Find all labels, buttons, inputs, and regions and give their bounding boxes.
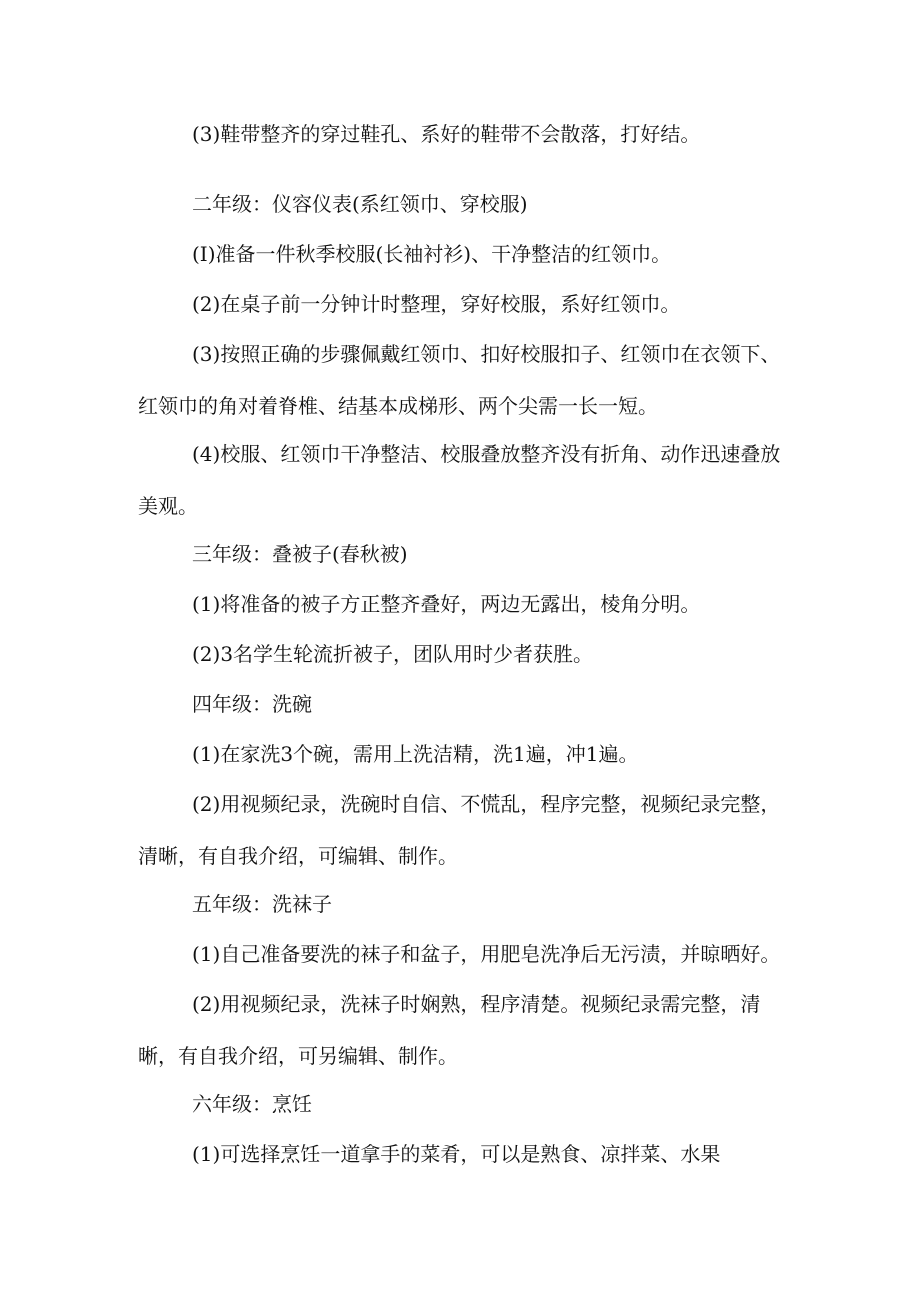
paragraph-grade1-item-3: (3)鞋带整齐的穿过鞋孔、系好的鞋带不会散落，打好结。 <box>192 122 701 146</box>
paragraph-grade3-item-1: (1)将准备的被子方正整齐叠好，两边无露出，棱角分明。 <box>192 592 701 616</box>
paragraph-grade5-item-2: (2)用视频纪录，洗袜子时娴熟，程序清楚。视频纪录需完整，清晰，有自我介绍，可另编辑、制作。 <box>138 992 761 1068</box>
paragraph-grade3-item-2: (2)3名学生轮流折被子，团队用时少者获胜。 <box>192 642 594 666</box>
heading-grade-4: 四年级：洗碗 <box>192 692 312 716</box>
heading-grade-3: 三年级：叠被子(春秋被) <box>192 542 408 566</box>
heading-grade-5: 五年级：洗袜子 <box>192 892 332 916</box>
paragraph-grade4-item-2: (2)用视频纪录，洗碗时自信、不慌乱，程序完整，视频纪录完整，清晰，有自我介绍，可编辑、制作。 <box>138 792 781 868</box>
paragraph-grade6-item-1: (1)可选择烹饪一道拿手的菜肴，可以是熟食、凉拌菜、水果 <box>192 1142 721 1166</box>
paragraph-grade2-item-3: (3)按照正确的步骤佩戴红领巾、扣好校服扣子、红领巾在衣领下、红领巾的角对着脊椎、结基本成梯形、两个尖需一长一短。 <box>138 342 781 418</box>
paragraph-grade2-item-2: (2)在桌子前一分钟计时整理，穿好校服，系好红领巾。 <box>192 292 681 316</box>
paragraph-grade5-item-1: (1)自己准备要洗的袜子和盆子，用肥皂洗净后无污渍，并晾晒好。 <box>192 942 781 966</box>
heading-grade-6: 六年级：烹饪 <box>192 1092 312 1116</box>
heading-grade-2: 二年级：仪容仪表(系红领巾、穿校服) <box>192 192 528 216</box>
paragraph-grade4-item-1: (1)在家洗3个碗，需用上洗洁精，洗1遍，冲1遍。 <box>192 742 639 766</box>
paragraph-grade2-item-4: (4)校服、红领巾干净整洁、校服叠放整齐没有折角、动作迅速叠放美观。 <box>138 442 781 518</box>
paragraph-grade2-item-1: (I)准备一件秋季校服(长袖衬衫)、干净整洁的红领巾。 <box>192 242 672 266</box>
